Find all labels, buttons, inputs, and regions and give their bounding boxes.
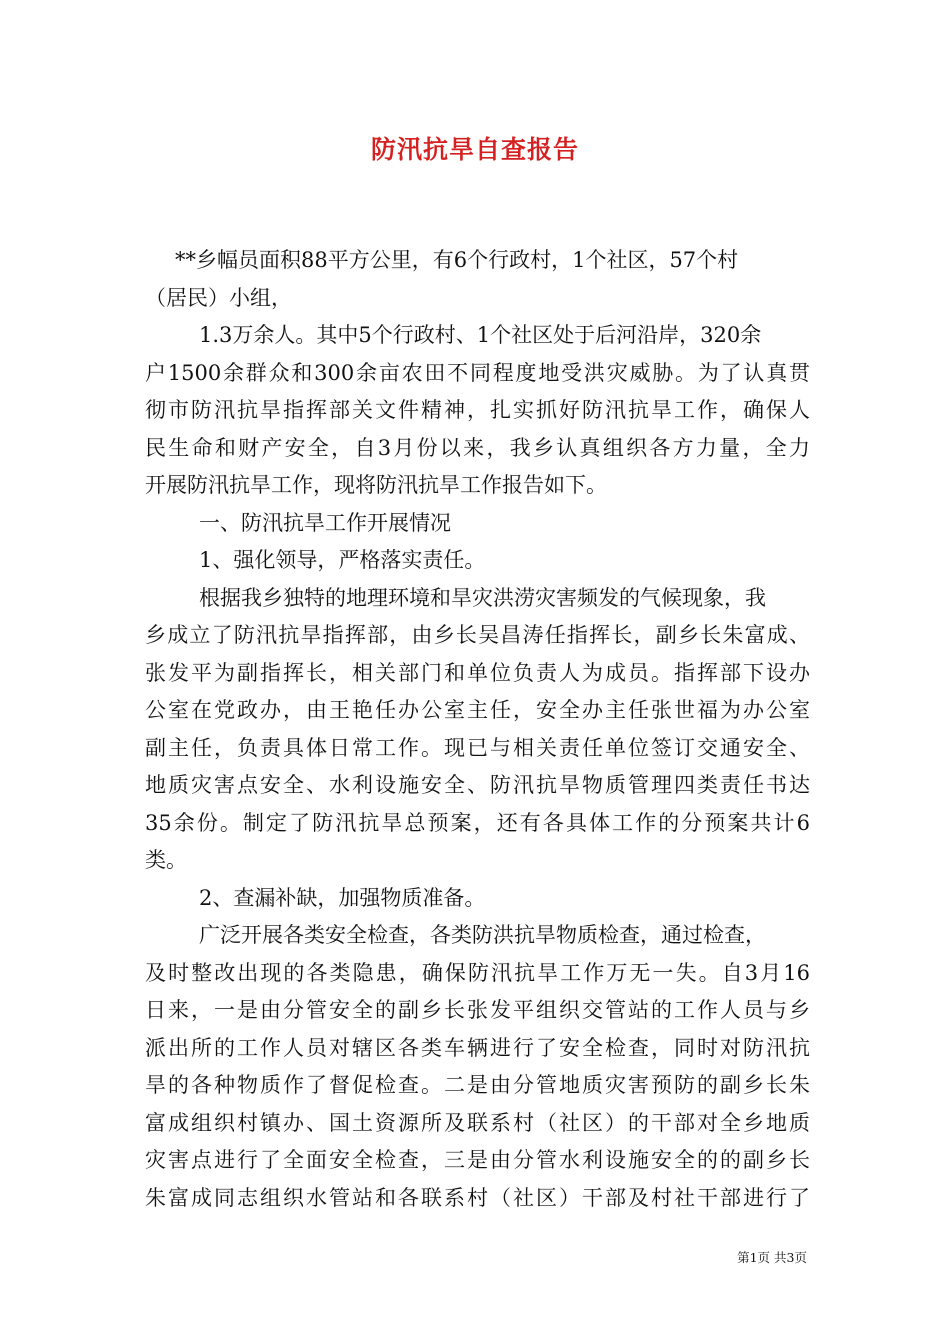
body-line: （居民）小组，	[145, 285, 292, 310]
body-line: 乡成立了防汛抗旱指挥部，由乡长吴昌涛任指挥长，副乡长朱富成、	[145, 623, 810, 647]
body-line: 旱的各种物质作了督促检查。二是由分管地质灾害预防的副乡长朱	[145, 1073, 810, 1097]
subsection-heading: 2、查漏补缺，加强物质准备。	[199, 885, 486, 910]
body-line: 灾害点进行了全面安全检查，三是由分管水利设施安全的的副乡长	[145, 1148, 810, 1172]
body-line: 地质灾害点安全、水利设施安全、防汛抗旱物质管理四类责任书达	[145, 773, 810, 797]
section-heading: 一、防汛抗旱工作开展情况	[199, 510, 451, 535]
body-line: 民生命和财产安全，自3月份以来，我乡认真组织各方力量，全力	[145, 435, 810, 460]
body-line: 派出所的工作人员对辖区各类车辆进行了安全检查，同时对防汛抗	[145, 1035, 810, 1060]
body-line: **乡幅员面积88平方公里，有6个行政村，1个社区，57个村	[175, 248, 739, 272]
document-title: 防汛抗旱自查报告	[370, 135, 579, 164]
document-body	[145, 242, 810, 1217]
body-line: 35余份。制定了防汛抗旱总预案，还有各具体工作的分预案共计6	[145, 810, 810, 835]
body-line: 开展防汛抗旱工作，现将防汛抗旱工作报告如下。	[145, 473, 607, 497]
body-line: 彻市防汛抗旱指挥部关文件精神，扎实抓好防汛抗旱工作，确保人	[145, 398, 810, 422]
subsection-heading: 1、强化领导，严格落实责任。	[199, 548, 486, 572]
body-line: 副主任，负责具体日常工作。现已与相关责任单位签订交通安全、	[145, 735, 810, 760]
body-line: 类。	[145, 848, 187, 872]
page-number: 第1页 共3页	[737, 1250, 807, 1265]
body-line: 户1500余群众和300余亩农田不同程度地受洪灾威胁。为了认真贯	[145, 360, 810, 385]
body-line: 公室在党政办，由王艳任办公室主任，安全办主任张世福为办公室	[145, 698, 810, 722]
body-line: 根据我乡独特的地理环境和旱灾洪涝灾害频发的气候现象，我	[199, 585, 766, 610]
body-line: 及时整改出现的各类隐患，确保防汛抗旱工作万无一失。自3月16	[145, 960, 810, 985]
body-line: 日来，一是由分管安全的副乡长张发平组织交管站的工作人员与乡	[145, 998, 810, 1022]
body-line: 张发平为副指挥长，相关部门和单位负责人为成员。指挥部下设办	[145, 660, 810, 685]
body-line: 广泛开展各类安全检查，各类防洪抗旱物质检查，通过检查，	[199, 923, 766, 947]
body-line: 朱富成同志组织水管站和各联系村（社区）干部及村社干部进行了	[145, 1185, 810, 1210]
body-line: 1.3万余人。其中5个行政村、1个社区处于后河沿岸，320余	[199, 323, 762, 347]
body-line: 富成组织村镇办、国土资源所及联系村（社区）的干部对全乡地质	[145, 1110, 810, 1135]
